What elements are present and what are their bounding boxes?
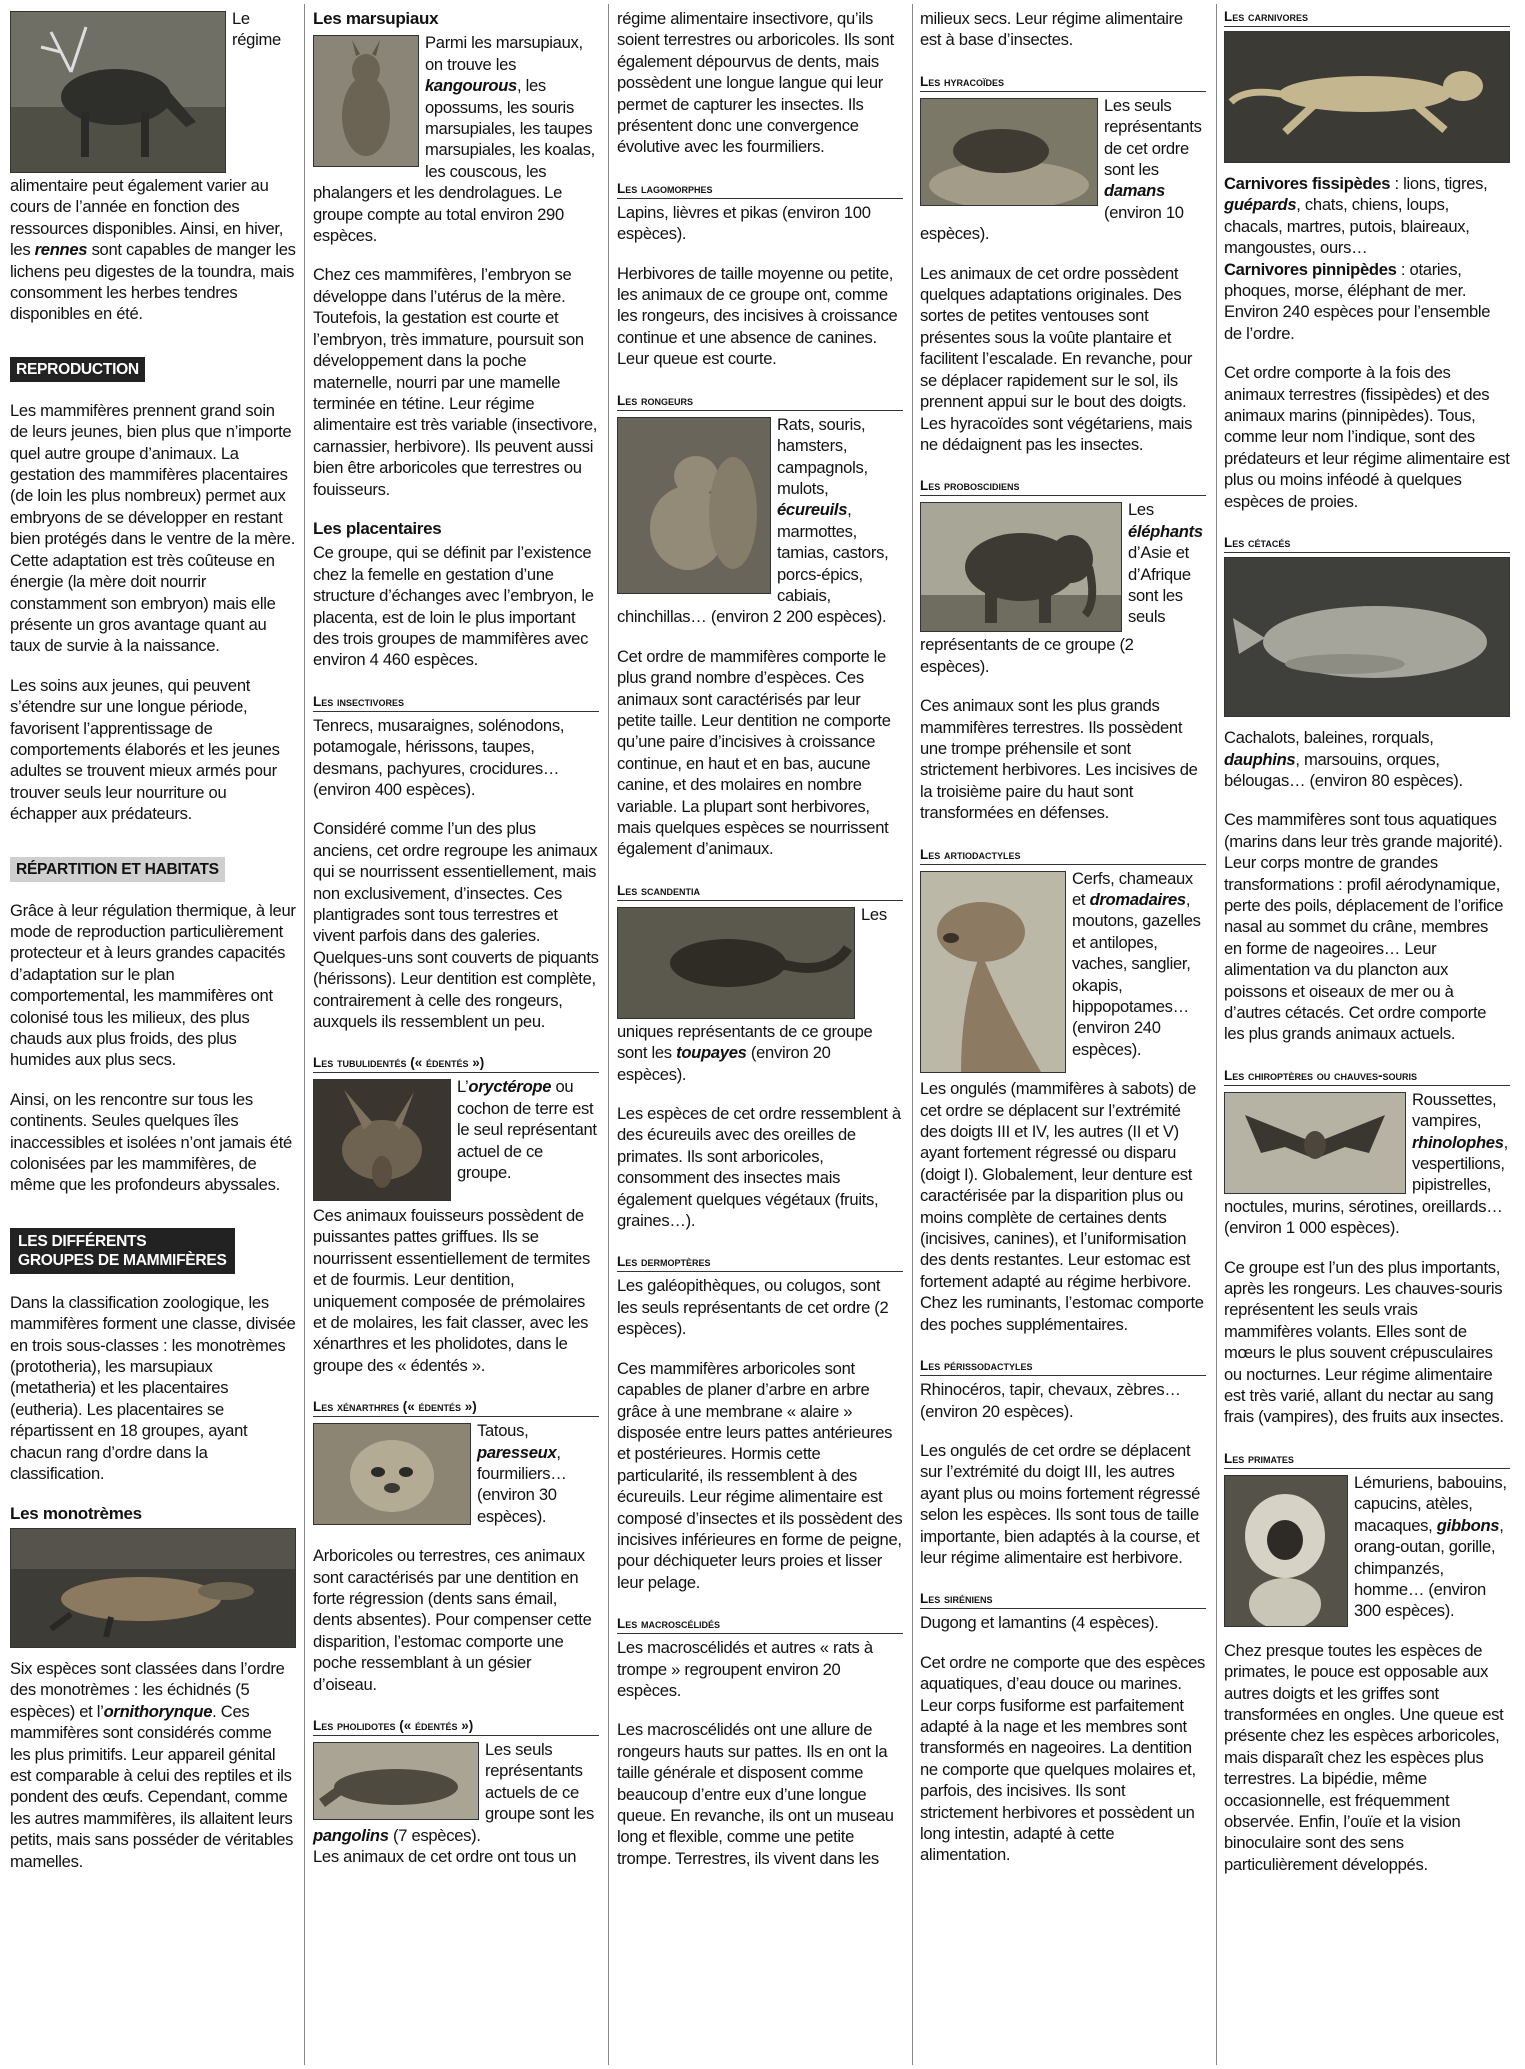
perissodactyles-list: Rhinocéros, tapir, chevaux, zèbres… (environ 20 espèces). xyxy=(920,1380,1181,1421)
dermopteres-paragraph-2: Ces mammifères arboricoles sont capables de planer d’arbre en arbre grâce à une membrane « alaire » disposée entre leurs pattes antérieures et postérieures. Hormis cette particularité, ils ressemblent à des écureuils. Leur régime alimentaire est composé d’insectes et ils possèdent des incisives inférieures en forme de peigne, pour déchiqueter leurs proies et lisser leur pelage. xyxy=(617,1358,903,1592)
primates-list xyxy=(1224,1472,1510,1622)
keyword-kangourous: kangourous xyxy=(425,76,517,96)
marsupiaux-paragraph-2: Chez ces mammifères, l’embryon se développe dans l’utérus de la mère. Toutefois, la gestation est courte et l’embryon, très immature, poursuit son développement dans la poche maternelle, nourri par une mamelle terminée en tétine. Leur régime alimentaire est très variable (insectivore, carnassier, herbivore). Ils peuvent aussi bien être arboricoles que terrestres ou fouisseurs. xyxy=(313,265,598,499)
cetaces-text-a: Cachalots, baleines, rorquals, xyxy=(1224,728,1434,748)
proboscidiens-text-b: d’Asie et d’Afrique sont les seuls représentants de ce groupe (2 espèces). xyxy=(920,543,1191,676)
intro-text: Le régime alimentaire peut également varier au cours de l’année en fonction des ressources disponibles. Ainsi, en hiver, les xyxy=(10,9,284,260)
xenarthres-paragraph-2: Arboricoles ou terrestres, ces animaux sont caractérisés par une dentition en forte régression (dents sans émail, dents absentes). Pour compenser cette disparition, l’estomac comporte une poche ressemblant à un gésier d’oiseau. xyxy=(313,1546,592,1694)
column-rule xyxy=(304,4,305,2065)
hyracoides-text-b: (environ 10 espèces). xyxy=(920,202,1184,244)
column-rule xyxy=(608,4,609,2065)
xenarthres-text-a: Tatous, xyxy=(477,1421,529,1441)
keyword-paresseux: paresseux xyxy=(477,1442,557,1462)
heading-tubulidentes: Les tubulidentés (« édentés ») xyxy=(313,1054,599,1073)
keyword-orycterope: oryctérope xyxy=(468,1077,552,1097)
section-heading-habitats: RÉPARTITION ET HABITATS xyxy=(10,857,225,882)
dolphin-photo xyxy=(1224,557,1510,717)
hyracoides-text-a: Les seuls représentants de cet ordre sont les xyxy=(1104,95,1202,180)
scandentia-paragraph xyxy=(617,904,903,1085)
keyword-damans: damans xyxy=(1104,181,1165,201)
proboscidiens-text-a: Les xyxy=(1128,500,1154,520)
heading-pholidotes: Les pholidotes (« édentés ») xyxy=(313,1717,599,1736)
rongeurs-paragraph xyxy=(617,414,903,628)
heading-rongeurs: Les rongeurs xyxy=(617,392,903,411)
heading-sireniens: Les siréniens xyxy=(920,1590,1206,1609)
groups-paragraph: Dans la classification zoologique, les mammifères forment une classe, divisée en trois sous-classes : les monotrèmes (prototheria), les marsupiaux (metatheria) et les placentaires (eutheria). Les placentaires se répartissent en 18 groupes, ayant chacun rang d’ordre dans la classification. xyxy=(10,1292,296,1484)
placentaires-paragraph: Ce groupe, qui se définit par l’existence chez la femelle en gestation d’une structure d’échanges avec l’embryon, le placenta, est de loin le plus important des trois groupes de mammifères avec environ 4 460 espèces. xyxy=(313,543,594,670)
tubulidentes-text-a: L’ xyxy=(457,1077,469,1097)
rongeurs-text-a: Rats, souris, hamsters, campagnols, mulots, xyxy=(777,414,868,498)
heading-lagomorphes: Les lagomorphes xyxy=(617,180,903,199)
heading-placentaires: Les placentaires xyxy=(313,518,442,538)
keyword-gibbons: gibbons xyxy=(1436,1515,1500,1535)
tubulidentes-text-c: Ces animaux fouisseurs possèdent de puissantes pattes griffues. Ils se nourrissent essentiellement de termites et de fourmis. Leur dentition, uniquement composée de prémolaires et de molaires, les fait classer, avec les xénarthres et les pholidotes, dans le groupe des « édentés ». xyxy=(313,1205,590,1375)
reproduction-paragraph-1: Les mammifères prennent grand soin de leurs jeunes, bien plus que n’importe quel autre groupe d’animaux. La gestation des mammifères placentaires (de loin les plus nombreux) permet aux embryons de se développer en restant bien protégés dans le ventre de la mère. Cette adaptation est très coûteuse en énergie (la mère doit nourrir constamment son embryon) mais elle présente un gros avantage quant au taux de survie à la naissance. xyxy=(10,400,296,656)
lagomorphes-paragraph: Herbivores de taille moyenne ou petite, les animaux de ce groupe ont, comme les rongeurs, des incisives à croissance continue et une absence de canines. Leur queue est courte. xyxy=(617,263,898,369)
keyword-dromadaires: dromadaires xyxy=(1089,889,1186,909)
squirrel-photo xyxy=(617,417,771,594)
column-1 xyxy=(10,8,296,2063)
scandentia-text-b: (environ 20 espèces). xyxy=(617,1043,831,1084)
heading-perissodactyles: Les périssodactyles xyxy=(920,1357,1206,1376)
cetaces-text-b: , marsouins, orques, bélougas… (environ 80 espèces). xyxy=(1224,749,1463,790)
pinnipedes-label: Carnivores pinnipèdes xyxy=(1224,259,1397,279)
xenarthres-text-b: , fourmiliers… (environ 30 espèces). xyxy=(477,1442,567,1526)
perissodactyles-paragraph: Les ongulés de cet ordre se déplacent sur l’extrémité du doigt III, les autres ayant plus ou moins fortement régressé selon les espèces. Ils sont tous de taille importante, bien adaptés à la course, et leur régime alimentaire est herbivore. xyxy=(920,1440,1201,1567)
pholidotes-text-c: Les animaux de cet ordre ont tous un xyxy=(313,1847,577,1867)
reindeer-photo xyxy=(10,11,226,173)
rongeurs-text-b: , marmottes, tamias, castors, porcs-épics, cabiais, chinchillas… (environ 2 200 espèces). xyxy=(617,500,889,627)
heading-hyracoides: Les hyracoïdes xyxy=(920,73,1206,92)
cetaces-list xyxy=(1224,727,1510,791)
rongeurs-paragraph-2: Cet ordre de mammifères comporte le plus grand nombre d’espèces. Ces animaux sont caractérisés par leur petite taille. Leur dentition ne comporte qu’une paire d’incisives à croissance continue, en haut et en bas, aucune canine, et des molaires en nombre variable. La plupart sont herbivores, mais quelques espèces se nourrissent également d’animaux. xyxy=(617,646,891,859)
keyword-toupayes: toupayes xyxy=(676,1043,747,1063)
heading-monotremes: Les monotrèmes xyxy=(10,1503,142,1523)
keyword-dauphins: dauphins xyxy=(1224,749,1296,769)
scandentia-text-a: Les uniques représentants de ce groupe sont les xyxy=(617,904,887,1063)
chiropteres-text-b: , vespertilions, pipistrelles, noctules, murins, sérotines, oreillards… (environ 1 000 espèces). xyxy=(1224,1132,1508,1238)
keyword-pangolins: pangolins xyxy=(313,1825,389,1845)
keyword-rennes: rennes xyxy=(34,240,88,260)
column-3 xyxy=(617,8,903,2063)
insectivores-paragraph: Considéré comme l’un des plus anciens, cet ordre regroupe les animaux qui se nourrissent essentiellement, mais non exclusivement, d’insectes. Ces plantigrades sont tous terrestres et vivent parfois dans des galeries. Quelques-uns sont couverts de piquants (hérissons). Leur dentition est complète, contrairement à celle des rongeurs, auxquels ils ressemblent un peu. xyxy=(313,819,599,1032)
heading-cetaces: Les cétacés xyxy=(1224,534,1510,553)
hyracoides-paragraph-2: Les animaux de cet ordre possèdent quelques adaptations originales. Des sortes de petites ventouses sont présentes sous la voûte plantaire et facilitent l’escalade. En revanche, pour se déplacer rapidement sur le sol, ils prennent appui sur le bout des doigts. Les hyracoïdes sont végétariens, mais ne dédaignent pas les insectes. xyxy=(920,263,1193,454)
pinnipedes-text: : otaries, phoques, morse, éléphant de mer. Environ 240 espèces pour l’ensemble de l’ordre. xyxy=(1224,259,1491,343)
heading-primates: Les primates xyxy=(1224,1450,1510,1469)
heading-marsupiaux: Les marsupiaux xyxy=(313,9,439,28)
groups-heading-line-1: LES DIFFÉRENTS xyxy=(18,1232,147,1250)
chiropteres-paragraph: Ce groupe est l’un des plus importants, après les rongeurs. Les chauves-souris représentent les seuls vrais mammifères volants. Elles sont de mœurs le plus souvent crépusculaires ou nocturnes. Leur régime alimentaire est très varié, allant du nectar au sang frais (vampires), des fruits aux insectes. xyxy=(1224,1257,1504,1427)
pangolin-photo xyxy=(313,1742,479,1820)
primates-paragraph: Chez presque toutes les espèces de primates, le pouce est opposable aux autres doigts et les griffes sont transformées en ongles. Une queue est présente chez les espèces arboricoles, mais disparaît chez les espèces plus terrestres. La bipédie, même occasionnelle, est fréquemment observée. Enfin, l’ouïe et la vision binoculaire sont des sens particulièrement développés. xyxy=(1224,1640,1504,1874)
keyword-elephants: éléphants xyxy=(1128,521,1203,541)
column-5 xyxy=(1224,8,1510,2063)
chiropteres-list xyxy=(1224,1089,1510,1239)
column-rule xyxy=(1216,4,1217,2065)
reproduction-paragraph-2: Les soins aux jeunes, qui peuvent s’étendre sur une longue période, favorisent l’apprentissage de comportements élaborés et les jeunes adultes se trouvent mieux armés pour trouver seuls leur nourriture ou échapper aux prédateurs. xyxy=(10,675,280,824)
gibbon-photo xyxy=(1224,1475,1348,1627)
carnivores-paragraph: Cet ordre comporte à la fois des animaux terrestres (fissipèdes) et des animaux marins (pinnipèdes). Tous, comme leur nom l’indique, sont des prédateurs et leur régime alimentaire est plus ou moins inféodé à quelques espèces de proies. xyxy=(1224,363,1510,511)
monotremes-paragraph xyxy=(10,1658,296,1872)
heading-proboscidiens: Les proboscidiens xyxy=(920,477,1206,496)
heading-dermopteres: Les dermoptères xyxy=(617,1253,903,1272)
artiodactyles-text-b: , moutons, gazelles et antilopes, vaches, sanglier, okapis, hippopotames… (environ 240 espèces). xyxy=(1072,889,1201,1059)
groups-heading-line-2: GROUPES DE MAMMIFÈRES xyxy=(18,1251,227,1269)
macroscelides-paragraph-2: Les macroscélidés ont une allure de rongeurs hauts sur pattes. Ils en ont la taille générale et disposent comme beaucoup d’entre eux d’une longue queue. En revanche, ils ont un museau long et flexible, comme une petite trompe. Terrestres, ils vivent dans les xyxy=(617,1720,894,1868)
monotremes-text-a: Six espèces sont classées dans l’ordre des monotrèmes : les échidnés (5 espèces) et l’ xyxy=(10,1658,285,1721)
pholidotes-text-a: Les seuls représentants actuels de ce groupe sont les xyxy=(485,1740,594,1824)
heading-artiodactyles: Les artiodactyles xyxy=(920,846,1206,865)
column-4 xyxy=(920,8,1206,2063)
artiodactyles-paragraph xyxy=(920,868,1206,1061)
tree-shrew-photo xyxy=(617,907,855,1019)
marsupiaux-text-a: Parmi les marsupiaux, on trouve les xyxy=(425,33,583,74)
marsupiaux-text-b: , les opossums, les souris marsupiales, les taupes marsupiales, les koalas, les couscous, les phalangers et les dendrolagues. Le groupe compte au total environ 290 espèces. xyxy=(313,76,595,246)
tubulidentes-text-b: ou cochon de terre est le seul représentant actuel de ce groupe. xyxy=(457,1077,597,1183)
section-heading-groups xyxy=(10,1228,235,1274)
elephant-photo xyxy=(920,502,1122,632)
chiropteres-text-a: Roussettes, vampires, xyxy=(1412,1089,1497,1131)
pholidotes-continued: régime alimentaire insectivore, qu’ils soient terrestres ou arboricoles. Ils sont également dépourvus de dents, mais possèdent une longue langue qui leur permet de capturer les insectes. Ils présentent donc une convergence évolutive avec les fourmiliers. xyxy=(617,9,894,157)
insectivores-list: Tenrecs, musaraignes, solénodons, potamogale, hérissons, taupes, desmans, pachyures, crocidures… (environ 400 espèces). xyxy=(313,715,565,799)
intro-paragraph xyxy=(10,8,296,325)
pholidotes-paragraph xyxy=(313,1739,599,1867)
lagomorphes-list: Lapins, lièvres et pikas (environ 100 espèces). xyxy=(617,202,871,244)
keyword-ecureuils: écureuils xyxy=(777,500,848,520)
primates-text-a: Lémuriens, babouins, capucins, atèles, macaques, xyxy=(1354,1472,1507,1535)
proboscidiens-paragraph xyxy=(920,499,1206,677)
sloth-photo xyxy=(313,1423,471,1525)
fissipedes-label: Carnivores fissipèdes xyxy=(1224,174,1391,193)
xenarthres-paragraph xyxy=(313,1420,599,1527)
keyword-rhinolophes: rhinolophes xyxy=(1412,1132,1504,1152)
heading-macroscelides: Les macroscélidés xyxy=(617,1615,903,1634)
fissipedes-text-a: : lions, tigres, xyxy=(1390,174,1488,193)
heading-xenarthres: Les xénarthres (« édentés ») xyxy=(313,1398,599,1417)
aardvark-photo xyxy=(313,1079,451,1201)
heading-carnivores: Les carnivores xyxy=(1224,8,1510,27)
keyword-guepards: guépards xyxy=(1224,195,1297,215)
primates-text-b: , orang-outan, gorille, chimpanzés, homme… (environ 300 espèces). xyxy=(1354,1515,1504,1621)
proboscidiens-paragraph-2: Ces animaux sont les plus grands mammifères terrestres. Ils possèdent une trompe préhensile et sont strictement herbivores. Les incisives de la troisième paire du haut sont transformées en défenses. xyxy=(920,696,1198,823)
cetaces-paragraph: Ces mammifères sont tous aquatiques (marins dans leur très grande majorité). Leur corps montre de grandes transformations : profil aérodynamique, perte des poils, déplacement de l’orifice nasal au sommet du crâne, membres en forme de nageoires… Leur alimentation va du plancton aux poissons et oiseaux de mer ou à d’autres cétacés. Cet ordre comporte les plus grands animaux actuels. xyxy=(1224,810,1504,1044)
heading-scandentia: Les scandentia xyxy=(617,882,903,901)
heading-chiropteres: Les chiroptères ou chauves-souris xyxy=(1224,1067,1510,1086)
carnivores-list xyxy=(1224,173,1510,344)
platypus-photo xyxy=(10,1528,296,1648)
camel-photo xyxy=(920,871,1066,1073)
habitat-paragraph-1: Grâce à leur régulation thermique, à leur mode de reproduction particulièrement protecteur et à leurs grandes capacités d’adaptation sur le plan comportemental, les mammifères ont colonisé tous les milieux, des plus chauds aux plus froids, des plus humides aux plus secs. xyxy=(10,900,296,1070)
column-2 xyxy=(313,8,599,2063)
tubulidentes-paragraph xyxy=(313,1076,599,1376)
section-heading-reproduction: REPRODUCTION xyxy=(10,357,145,382)
pholidotes-text-b: (7 espèces). xyxy=(388,1825,481,1845)
marsupiaux-paragraph xyxy=(313,32,599,246)
heading-insectivores: Les insectivores xyxy=(313,693,599,712)
artiodactyles-paragraph-2: Les ongulés (mammifères à sabots) de cet ordre se déplacent sur l’extrémité des doigts III et IV, les autres (II et V) ayant fortement régressé ou disparu (doigt I). Globalement, leur denture est caractérisée par la disparition plus ou moins complète de certaines dents (incisives, canines), et l’uniformisation des dents restantes. Leur estomac est fortement adapté au régime herbivore. Chez les ruminants, l’estomac comporte des poches supplémentaires. xyxy=(920,1079,1204,1334)
scandentia-paragraph-2: Les espèces de cet ordre ressemblent à des écureuils avec des oreilles de primates. Ils sont arboricoles, consomment des insectes mais également quelques végétaux (fruits, graines…). xyxy=(617,1104,901,1231)
macroscelides-paragraph: Les macroscélidés et autres « rats à trompe » regroupent environ 20 espèces. xyxy=(617,1638,873,1700)
sireniens-list: Dugong et lamantins (4 espèces). xyxy=(920,1613,1159,1633)
macroscelides-continued: milieux secs. Leur régime alimentaire est à base d’insectes. xyxy=(920,9,1183,50)
intro-tail: sont capables de manger les lichens peu digestes de la toundra, mais consomment les herbes tendres disponibles en été. xyxy=(10,240,296,324)
column-rule xyxy=(912,4,913,2065)
keyword-ornithorynque: ornithorynque xyxy=(103,1701,213,1721)
hyracoides-paragraph xyxy=(920,95,1206,245)
monotremes-text-b: . Ces mammifères sont considérés comme les plus primitifs. Leur appareil génital est comparable à celui des reptiles et ils pondent des œufs. Cependant, comme les autres mammifères, ils allaitent leurs petits, mais sans posséder de véritables mamelles. xyxy=(10,1701,294,1871)
habitat-paragraph-2: Ainsi, on les rencontre sur tous les continents. Seules quelques îles inaccessibles et isolées n’ont jamais été colonisées par les mammifères, de même que les profondeurs abyssales. xyxy=(10,1089,292,1195)
kangaroo-photo xyxy=(313,35,419,167)
dermopteres-paragraph: Les galéopithèques, ou colugos, sont les seuls représentants de cet ordre (2 espèces). xyxy=(617,1276,889,1339)
cheetah-photo xyxy=(1224,31,1510,163)
fissipedes-text-b: , chats, chiens, loups, chacals, martres, putois, blaireaux, mangoustes, ours… xyxy=(1224,195,1470,258)
hyrax-photo xyxy=(920,98,1098,206)
sireniens-paragraph: Cet ordre ne comporte que des espèces aquatiques, d’eau douce ou marines. Leur corps fusiforme est parfaitement adapté à la nage et les membres sont transformés en nageoires. La dentition ne comporte que quelques molaires et, parfois, des incisives. Ils sont strictement herbivores et possèdent un long intestin, adapté à cette alimentation. xyxy=(920,1652,1205,1865)
artiodactyles-text-a: Cerfs, chameaux et xyxy=(1072,868,1193,909)
bat-photo xyxy=(1224,1092,1406,1194)
